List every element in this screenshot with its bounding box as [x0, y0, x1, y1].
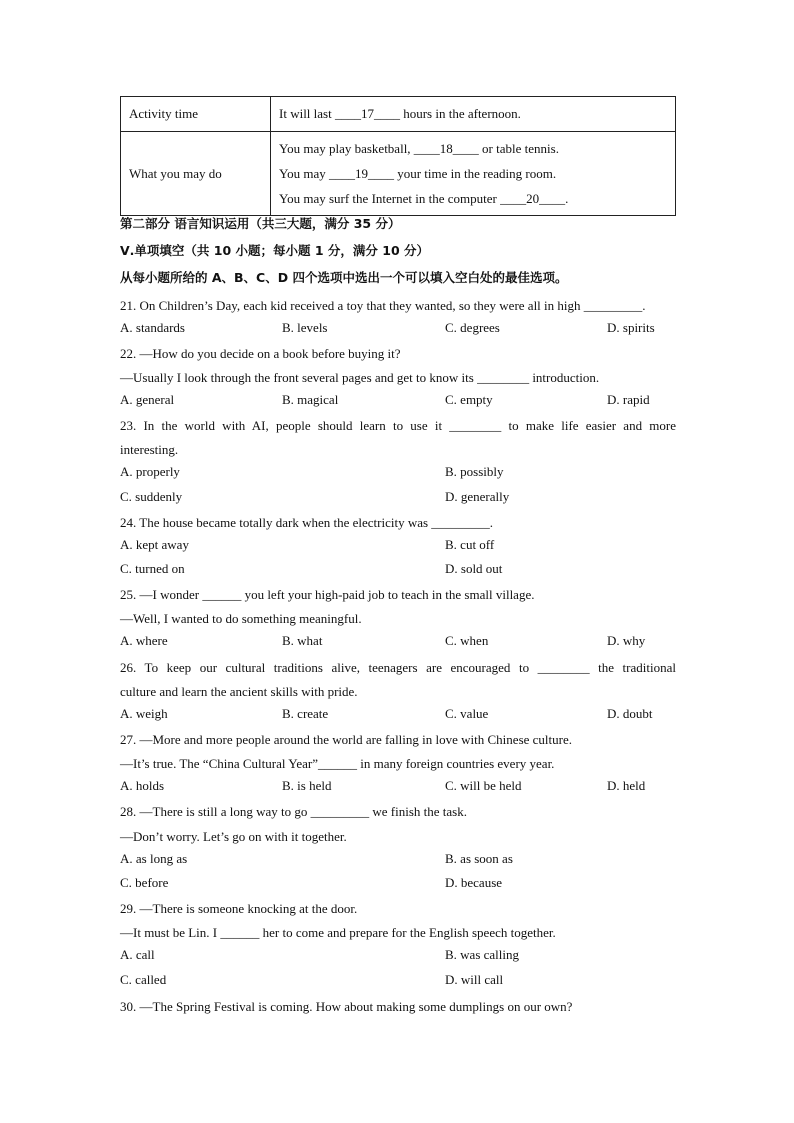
q21-option-d: D. spirits: [607, 320, 655, 335]
part-title: 第二部分 语言知识运用（共三大题，满分 35 分）: [120, 216, 401, 231]
q25-option-b: B. what: [282, 633, 323, 648]
q23-option-c: C. suddenly: [120, 489, 183, 504]
q27-option-c: C. will be held: [445, 778, 522, 793]
question-25-stem: 25. —I wonder ______ you left your high-paid job to teach in the small village.: [120, 587, 535, 602]
q24-option-d: D. sold out: [445, 561, 503, 576]
q26-option-a: A. weigh: [120, 706, 168, 721]
q27-option-a: A. holds: [120, 778, 165, 793]
activity-table: [120, 96, 676, 216]
question-22-stem-2: —Usually I look through the front several pages and get to know its ________ introduction.: [120, 370, 600, 385]
question-27-stem: 27. —More and more people around the world are falling in love with Chinese culture.: [120, 732, 572, 747]
q22-option-c: C. empty: [445, 392, 493, 407]
q25-option-d: D. why: [607, 633, 646, 648]
q27-option-d: D. held: [607, 778, 646, 793]
q23-option-b: B. possibly: [445, 464, 504, 479]
table-row: [121, 132, 676, 216]
q29-option-a: A. call: [120, 947, 155, 962]
activity-time-text: It will last ____17____ hours in the afternoon.: [271, 97, 676, 132]
q28-option-a: A. as long as: [120, 851, 188, 866]
q28-option-b: B. as soon as: [445, 851, 513, 866]
activity-time-label: Activity time: [121, 97, 271, 132]
question-22-stem: 22. —How do you decide on a book before buying it?: [120, 346, 401, 361]
q21-option-c: C. degrees: [445, 320, 500, 335]
table-row: [121, 97, 676, 132]
question-29-stem: 29. —There is someone knocking at the door.: [120, 901, 358, 916]
q22-option-b: B. magical: [282, 392, 339, 407]
question-21-stem: 21. On Children’s Day, each kid received a toy that they wanted, so they were all in high _________.: [120, 298, 646, 313]
q21-option-b: B. levels: [282, 320, 328, 335]
option-line-20: You may surf the Internet in the computer ____20____.: [279, 191, 569, 206]
q27-option-b: B. is held: [282, 778, 332, 793]
question-24-stem: 24. The house became totally dark when the electricity was _________.: [120, 515, 494, 530]
question-27-stem-2: —It’s true. The “China Cultural Year”______ in many foreign countries every year.: [120, 756, 555, 771]
what-you-may-do-label: What you may do: [121, 132, 271, 216]
option-line-19: You may ____19____ your time in the reading room.: [279, 166, 557, 181]
question-28-stem: 28. —There is still a long way to go _________ we finish the task.: [120, 804, 467, 819]
question-30-stem: 30. —The Spring Festival is coming. How about making some dumplings on our own?: [120, 999, 573, 1014]
q29-option-c: C. called: [120, 972, 167, 987]
q28-option-c: C. before: [120, 875, 169, 890]
exam-page: [120, 96, 676, 1014]
q26-option-b: B. create: [282, 706, 329, 721]
q29-option-b: B. was calling: [445, 947, 520, 962]
q24-option-a: A. kept away: [120, 537, 189, 552]
q22-option-d: D. rapid: [607, 392, 650, 407]
q24-option-b: B. cut off: [445, 537, 495, 552]
question-29-stem-2: —It must be Lin. I ______ her to come and prepare for the English speech together.: [120, 925, 556, 940]
question-26-stem-2: culture and learn the ancient skills with pride.: [120, 684, 358, 699]
option-line-18: You may play basketball, ____18____ or table tennis.: [279, 141, 559, 156]
q25-option-c: C. when: [445, 633, 489, 648]
q23-option-d: D. generally: [445, 489, 510, 504]
q26-option-c: C. value: [445, 706, 489, 721]
q24-option-c: C. turned on: [120, 561, 185, 576]
section-instruction: 从每小题所给的 A、B、C、D 四个选项中选出一个可以填入空白处的最佳选项。: [120, 270, 568, 285]
q23-option-a: A. properly: [120, 464, 180, 479]
question-26-stem: 26. To keep our cultural traditions alive, teenagers are encouraged to ________ the traditional: [120, 660, 676, 675]
what-you-may-do-cell: [271, 132, 676, 216]
question-28-stem-2: —Don’t worry. Let’s go on with it together.: [120, 829, 347, 844]
section-heading: Ⅴ.单项填空（共 10 小题；每小题 1 分，满分 10 分）: [120, 243, 430, 258]
q26-option-d: D. doubt: [607, 706, 653, 721]
question-25-stem-2: —Well, I wanted to do something meaningful.: [120, 611, 362, 626]
question-23-stem-2: interesting.: [120, 442, 179, 457]
q28-option-d: D. because: [445, 875, 503, 890]
q29-option-d: D. will call: [445, 972, 504, 987]
q21-option-a: A. standards: [120, 320, 185, 335]
question-23-stem: 23. In the world with AI, people should learn to use it ________ to make life easier and more: [120, 418, 676, 433]
q25-option-a: A. where: [120, 633, 168, 648]
q22-option-a: A. general: [120, 392, 175, 407]
